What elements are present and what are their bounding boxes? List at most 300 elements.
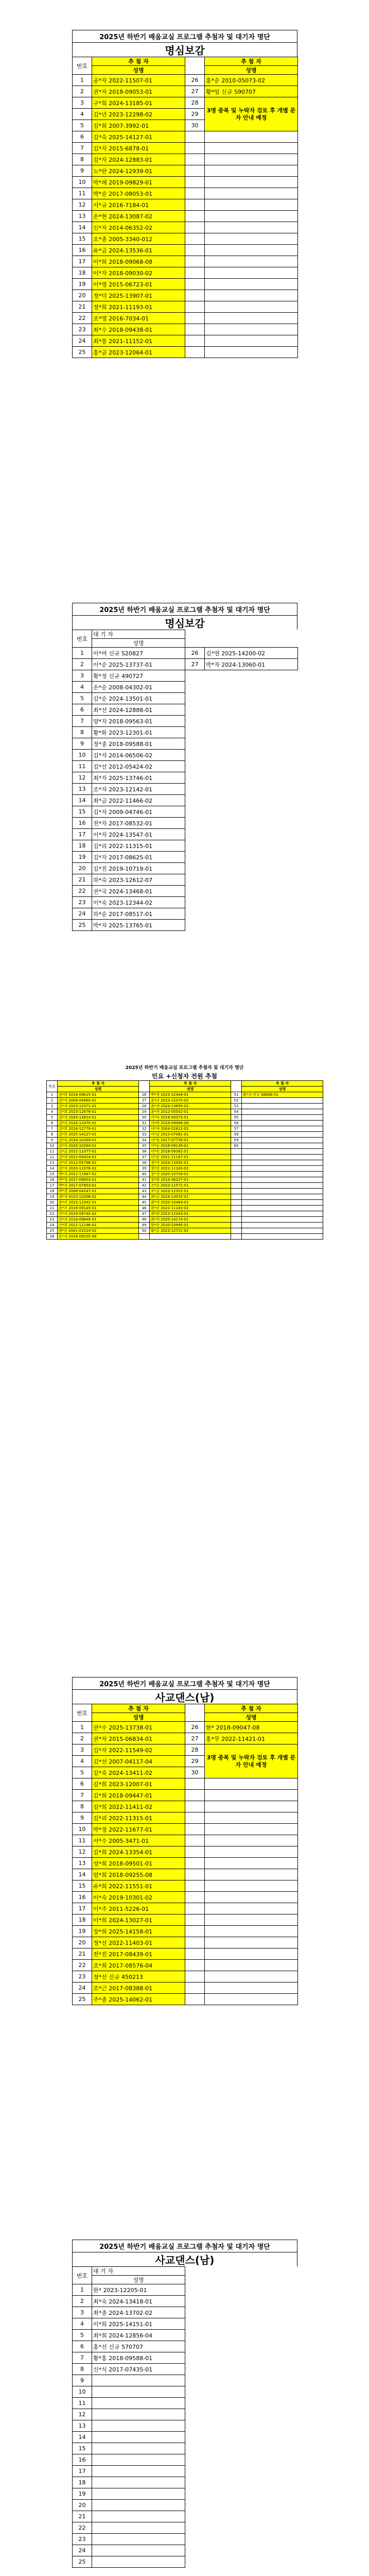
row-number: 40 (139, 1172, 150, 1177)
row-number: 49 (139, 1223, 150, 1228)
table-row (73, 131, 298, 143)
table-row (47, 1172, 323, 1177)
table-row (73, 2477, 298, 2488)
row-name: 박*자 2025-13765-01 (92, 920, 185, 931)
row-number: 46 (139, 1206, 150, 1211)
row-number: 3 (73, 670, 92, 682)
section-title: 명심보감 (72, 42, 297, 57)
row-name: 김*희 2023-12007-01 (92, 1778, 185, 1790)
table-row (73, 2296, 298, 2307)
row-name: 박*자 2017-07803-01 (58, 1183, 139, 1189)
row-number: 15 (73, 2443, 92, 2454)
row-name (92, 2556, 185, 2568)
row-number: 5 (73, 1767, 92, 1778)
table-row (47, 1228, 323, 1234)
row-name: 김*자 2020-10284-01 (58, 1143, 139, 1149)
row-name: 이*순 2018-09149-01 (150, 1143, 231, 1149)
header-number: 번호 (73, 1704, 92, 1722)
row-number: 9 (73, 165, 92, 177)
row-name: 김*희 2024-12779-01 (58, 1126, 139, 1132)
row-name: 정*덕 2025-13907-01 (92, 290, 185, 301)
row-number: 22 (73, 1960, 92, 1971)
empty-cell (231, 1206, 242, 1211)
row-name: 김*희 2018-09447-01 (92, 1790, 185, 1801)
empty-cell (205, 1937, 298, 1948)
row-name: 김*년 2012-05798-02 (58, 1160, 139, 1166)
empty-cell (185, 290, 205, 301)
table-row (73, 313, 298, 324)
empty-cell (185, 245, 205, 256)
row-name: 최*금 2024-13032-01 (150, 1194, 231, 1200)
row-name: 이*숙 2019-10301-02 (92, 1892, 185, 1903)
table-row (73, 897, 298, 908)
row-name: 유*희 2022-11551-01 (92, 1880, 185, 1892)
row-name: 주*종 2025-14062-01 (92, 1994, 185, 2005)
empty-cell (185, 1914, 205, 1926)
row-number: 41 (139, 1177, 150, 1183)
row-name (92, 2522, 185, 2534)
empty-cell (185, 1960, 205, 1971)
row-number: 1 (73, 2284, 92, 2296)
row-name: 최*종 2024-13702-02 (92, 2307, 185, 2318)
empty-cell (242, 1194, 323, 1200)
row-number: 21 (73, 301, 92, 313)
empty-cell (205, 1812, 298, 1824)
row-name: 김*자 2009-04746-01 (92, 806, 185, 818)
empty-cell (205, 1801, 298, 1812)
empty-cell (205, 313, 298, 324)
row-name: 조*자 2023-12142-01 (92, 784, 185, 795)
dance-waitlist-table (72, 2266, 298, 2568)
table-row (73, 1733, 298, 1744)
row-number: 8 (73, 727, 92, 738)
row-name (92, 2488, 185, 2500)
table-row (73, 2488, 298, 2500)
empty-cell (185, 1869, 205, 1880)
table-row (73, 829, 298, 840)
empty-cell (242, 1183, 323, 1189)
row-name: 조*희 2017-08576-04 (92, 1960, 185, 1971)
row-number: 18 (73, 840, 92, 852)
empty-cell (205, 256, 298, 267)
row-name: 한* 2018-09047-08 (205, 1722, 298, 1733)
row-name (92, 2545, 185, 2556)
row-name (92, 2375, 185, 2386)
empty-cell (185, 131, 205, 143)
empty-cell (185, 279, 205, 290)
table-row (73, 1926, 298, 1937)
row-name: 신*자 2014-06352-02 (92, 222, 185, 233)
empty-cell (242, 1155, 323, 1160)
row-number: 21 (73, 2511, 92, 2522)
empty-cell (185, 188, 205, 199)
table-row (73, 840, 298, 852)
header-number: 번호 (73, 57, 92, 75)
row-name (92, 2398, 185, 2409)
row-name: 이*희 2025-14151-01 (92, 2318, 185, 2330)
empty-cell (185, 1903, 205, 1914)
row-number: 17 (73, 1903, 92, 1914)
row-number: 8 (73, 2364, 92, 2375)
table-row (73, 1914, 298, 1926)
row-name: 신*식 2017-07435-01 (92, 2364, 185, 2375)
row-name: 정*자 2024-13492-01 (150, 1160, 231, 1166)
row-number: 22 (73, 2522, 92, 2534)
empty-cell (185, 177, 205, 188)
row-name: 권*자 2015-06834-01 (92, 1733, 185, 1744)
header-group: 추 첨 자 (58, 1081, 139, 1087)
row-number: 9 (73, 738, 92, 750)
row-number: 20 (73, 2500, 92, 2511)
table-row (73, 2454, 298, 2466)
row-number: 28 (185, 97, 205, 109)
row-name: 최*수 2018-09438-01 (92, 324, 185, 335)
table-row (73, 863, 298, 874)
table-row (47, 1115, 323, 1121)
row-name: 황*화 2023-12301-01 (92, 727, 185, 738)
row-name: 장*희 2014-06227-01 (150, 1177, 231, 1183)
row-name: 김*순 2024-13501-01 (92, 693, 185, 704)
empty-cell (205, 154, 298, 165)
row-name: 권*자 2009-04680-01 (58, 1098, 139, 1104)
row-number: 11 (47, 1149, 58, 1155)
table-row (73, 1971, 298, 1982)
row-name: 홍*무 2022-11421-01 (205, 1733, 298, 1744)
row-name: 홍*나 신규 S6808-01 (242, 1092, 323, 1098)
empty-cell (231, 1194, 242, 1200)
empty-cell (185, 313, 205, 324)
row-name: 이*숙 2023-12344-02 (92, 897, 185, 908)
row-number: 11 (73, 1835, 92, 1846)
row-number: 19 (73, 279, 92, 290)
table-row (47, 1104, 323, 1109)
row-name: 김*자 2014-06506-02 (92, 750, 185, 761)
row-name: 오*종 2005-3340-012 (92, 233, 185, 245)
table-row (73, 279, 298, 290)
row-number: 3 (47, 1104, 58, 1109)
row-name: 정*선 2022-11403-01 (92, 1937, 185, 1948)
table-row (73, 2307, 298, 2318)
row-name: 김*선 2007-04117-04 (92, 1756, 185, 1767)
table-row (73, 143, 298, 154)
empty-cell (185, 1982, 205, 1994)
row-name: 김*자 2017-08625-01 (92, 852, 185, 863)
empty-cell (185, 1824, 205, 1835)
table-row (73, 1790, 298, 1801)
row-number: 13 (47, 1160, 58, 1166)
empty-cell (231, 1166, 242, 1172)
row-number: 5 (47, 1115, 58, 1121)
empty-cell (242, 1217, 323, 1223)
row-number: 11 (73, 2398, 92, 2409)
row-name: 이*금 2015-07081-01 (150, 1132, 231, 1138)
row-name: 김*숙 2025-14127-01 (92, 131, 185, 143)
empty-cell (185, 1926, 205, 1937)
row-number: 2 (73, 2296, 92, 2307)
row-name (92, 2432, 185, 2443)
row-number: 25 (73, 1994, 92, 2005)
minyo-table (46, 1080, 323, 1240)
row-name: 최*선 2024-12888-01 (92, 704, 185, 716)
row-number: 7 (47, 1126, 58, 1132)
table-row (47, 1160, 323, 1166)
table-row (73, 177, 298, 188)
row-name: 김*자 2024-12814-01 (58, 1115, 139, 1121)
table-row (73, 795, 298, 806)
table-row (73, 670, 298, 682)
row-name: 김*숙 2018-10269-01 (58, 1138, 139, 1143)
table-row (73, 290, 298, 301)
section-title: 명심보감 (72, 615, 297, 630)
row-name: 김*자 2023-12371-01 (58, 1104, 139, 1109)
row-number: 3 (73, 97, 92, 109)
empty-cell (205, 267, 298, 279)
table-row (73, 211, 298, 222)
row-name: 김*자 2020-11078-02 (58, 1166, 139, 1172)
empty-cell (205, 290, 298, 301)
row-name: 이*희 2024-13027-01 (92, 1914, 185, 1926)
empty-cell (139, 1234, 150, 1240)
table-row (73, 1801, 298, 1812)
table-row (73, 1960, 298, 1971)
row-number: 25 (73, 2556, 92, 2568)
header-group: 추 첨 자 (150, 1081, 231, 1087)
row-name (92, 2420, 185, 2432)
empty-cell (205, 131, 298, 143)
row-name (242, 1109, 323, 1115)
table-row (73, 245, 298, 256)
row-number: 19 (73, 2488, 92, 2500)
row-number: 10 (73, 1824, 92, 1835)
row-name: 황*정 신규 490727 (92, 670, 185, 682)
section-title: 사교댄스(남) (72, 2252, 297, 2266)
empty-cell (205, 211, 298, 222)
header-number: 번호 (73, 630, 92, 648)
header-name: 성명 (205, 66, 298, 75)
row-name (92, 2511, 185, 2522)
table-row (73, 335, 298, 347)
empty-cell (205, 1994, 298, 2005)
empty-cell (231, 1155, 242, 1160)
row-name: 손*순 2008-04302-01 (92, 682, 185, 693)
row-name: 이*숙 2018-09373-01 (150, 1115, 231, 1121)
row-name: 양*순 2001-01014-02 (58, 1228, 139, 1234)
row-number: 15 (73, 806, 92, 818)
row-name: 신*자 2019-09740-02 (58, 1211, 139, 1217)
row-name: 김*리 2022-11315-01 (92, 1812, 185, 1824)
empty-cell (205, 222, 298, 233)
row-number: 13 (73, 211, 92, 222)
row-name: 김*자 2024-12470-01 (58, 1121, 139, 1126)
row-number: 18 (73, 267, 92, 279)
row-name (92, 2500, 185, 2511)
empty-cell (231, 1177, 242, 1183)
document-title: 2025년 하반기 배움교실 프로그램 추첨자 및 대기자 명단 (72, 1677, 297, 1689)
row-name: 황*임 신규 S90707 (205, 86, 298, 97)
row-name: 조*근 2017-08388-01 (92, 1982, 185, 1994)
header-name: 성명 (58, 1087, 139, 1092)
document-title: 2025년 하반기 배움교실 프로그램 추첨자 및 대기자 명단 (125, 1065, 244, 1071)
row-name: 박*정 2017-08853-01 (58, 1177, 139, 1183)
row-number: 1 (47, 1092, 58, 1098)
row-number: 42 (139, 1183, 150, 1189)
row-name: 손*현 2024-13087-02 (92, 211, 185, 222)
row-number: 19 (73, 1926, 92, 1937)
table-row (47, 1189, 323, 1194)
row-number: 32 (139, 1126, 150, 1132)
sheet-dance-waitlist (72, 2240, 297, 2568)
table-row (73, 1880, 298, 1892)
row-number: 1 (73, 648, 92, 659)
row-name: 정*선 2022-11183-02 (150, 1166, 231, 1172)
empty-cell (185, 1812, 205, 1824)
table-row (47, 1143, 323, 1149)
empty-cell (205, 1971, 298, 1982)
row-number: 9 (73, 2375, 92, 2386)
empty-cell (205, 1869, 298, 1880)
empty-cell (231, 1211, 242, 1217)
row-name: 정*희 2021-11193-01 (92, 301, 185, 313)
table-row (73, 165, 298, 177)
row-number: 6 (73, 704, 92, 716)
row-number: 26 (47, 1234, 58, 1240)
row-number: 22 (73, 886, 92, 897)
empty-cell (185, 154, 205, 165)
row-name: 최*숙 2024-13418-01 (92, 2296, 185, 2307)
row-name: 이*순 2021-11167-01 (150, 1155, 231, 1160)
table-row (73, 727, 298, 738)
row-number: 5 (73, 120, 92, 131)
empty-cell (185, 211, 205, 222)
row-name: 박*정 2022-11677-01 (92, 1824, 185, 1835)
row-number: 37 (139, 1155, 150, 1160)
header-name: 성명 (242, 1087, 323, 1092)
empty-cell (205, 1835, 298, 1846)
row-number: 31 (139, 1121, 150, 1126)
row-name (242, 1115, 323, 1121)
row-number: 2 (47, 1098, 58, 1104)
row-number: 5 (73, 693, 92, 704)
row-number: 20 (73, 1937, 92, 1948)
header-number: 번호 (47, 1081, 58, 1092)
row-number: 27 (185, 1733, 205, 1744)
table-row (73, 256, 298, 267)
row-name: 김*숙 2024-13411-02 (92, 1767, 185, 1778)
empty-cell (242, 1211, 323, 1217)
empty-cell (242, 1177, 323, 1183)
table-row (73, 2284, 298, 2296)
empty-cell (205, 347, 298, 358)
row-name: 권*국 2024-13468-01 (92, 886, 185, 897)
row-number: 30 (139, 1115, 150, 1121)
row-number: 59 (231, 1138, 242, 1143)
row-name: 김*희 2025-14127-01 (58, 1132, 139, 1138)
row-number: 36 (139, 1149, 150, 1155)
row-number: 11 (73, 188, 92, 199)
row-number: 1 (73, 1722, 92, 1733)
table-row (73, 2386, 298, 2398)
empty-cell (185, 1801, 205, 1812)
table-row (73, 1722, 298, 1733)
row-number: 7 (73, 2352, 92, 2364)
table-row (47, 1194, 323, 1200)
row-number: 6 (73, 131, 92, 143)
row-number: 28 (139, 1104, 150, 1109)
header-name: 성명 (92, 639, 185, 648)
row-number: 3 (73, 2307, 92, 2318)
empty-cell (231, 1183, 242, 1189)
row-name: 하*순 2017-08517-01 (92, 908, 185, 920)
empty-cell (242, 1206, 323, 1211)
empty-cell (242, 1160, 323, 1166)
table-row (73, 693, 298, 704)
table-row (73, 2420, 298, 2432)
section-title: 사교댄스(남) (72, 1689, 297, 1704)
row-number: 53 (231, 1104, 242, 1109)
empty-cell (205, 1903, 298, 1914)
row-number: 48 (139, 1217, 150, 1223)
sheet-meongsim-waitlist (72, 603, 297, 931)
header-name: 성명 (150, 1087, 231, 1092)
row-number: 15 (47, 1172, 58, 1177)
row-number: 22 (73, 313, 92, 324)
row-number: 7 (73, 1790, 92, 1801)
table-row (73, 2534, 298, 2545)
row-name: 이*여 신규 S20827 (92, 648, 185, 659)
table-row (73, 1994, 298, 2005)
empty-cell (205, 199, 298, 211)
row-name: 박*자 2021-11987-02 (58, 1172, 139, 1177)
row-number: 26 (185, 1722, 205, 1733)
row-number: 23 (73, 897, 92, 908)
row-number: 26 (139, 1092, 150, 1098)
row-name: 신*자 2018-09849-01 (58, 1217, 139, 1223)
table-row (73, 2398, 298, 2409)
row-name: 최*자 2020-10484-01 (150, 1200, 231, 1206)
empty-cell (185, 1846, 205, 1858)
empty-cell (185, 199, 205, 211)
row-number: 12 (73, 199, 92, 211)
row-name: 권*자 2018-09053-01 (92, 86, 185, 97)
row-name: 김*희 2007-3992-01 (92, 120, 185, 131)
row-name: 최*자 2025-14174-01 (150, 1217, 231, 1223)
row-name: 유*금 2024-13536-01 (92, 245, 185, 256)
row-name: 하*숙 2023-12612-07 (92, 874, 185, 886)
empty-cell (242, 1172, 323, 1177)
row-name: 조*금 2023-12352-01 (150, 1189, 231, 1194)
row-number: 47 (139, 1211, 150, 1217)
table-row (73, 874, 298, 886)
row-name: 조*순 2022-11571-01 (150, 1183, 231, 1189)
row-name: 정*자 2023-12006-02 (58, 1194, 139, 1200)
row-name (242, 1143, 323, 1149)
row-number: 20 (73, 863, 92, 874)
row-number: 10 (73, 177, 92, 188)
empty-cell (205, 1926, 298, 1937)
row-number: 1 (73, 75, 92, 86)
table-row (47, 1234, 323, 1240)
row-number: 29 (139, 1109, 150, 1115)
empty-cell (205, 1778, 298, 1790)
table-row (73, 716, 298, 727)
row-name: 조*영 2016-7034-01 (92, 313, 185, 324)
row-number: 9 (47, 1138, 58, 1143)
table-row (47, 1211, 323, 1217)
row-name: 김*년 2023-12298-02 (92, 109, 185, 120)
row-name: 정*종 2018-09588-01 (92, 738, 185, 750)
empty-cell (185, 1892, 205, 1903)
row-number: 6 (47, 1121, 58, 1126)
